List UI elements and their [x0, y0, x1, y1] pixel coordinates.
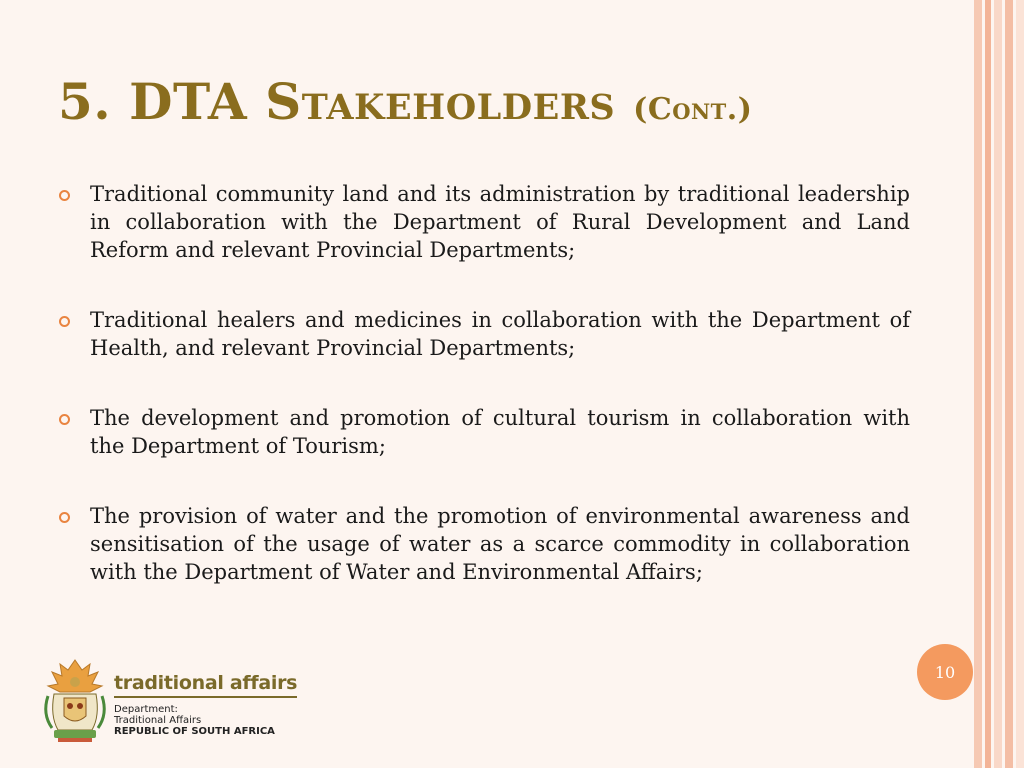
brand-line-republic: REPUBLIC OF SOUTH AFRICA	[114, 726, 275, 737]
bullet-item	[58, 180, 910, 264]
stripe	[985, 0, 991, 768]
stripe	[1005, 0, 1013, 768]
decorative-stripes	[974, 0, 1024, 768]
stripe	[974, 0, 982, 768]
bullet-item	[58, 404, 910, 460]
brand-name: traditional affairs	[114, 672, 297, 698]
bullet-icon	[59, 414, 70, 425]
page-number: 10	[934, 662, 956, 682]
bullet-list	[58, 180, 910, 628]
coat-of-arms-icon	[40, 656, 110, 746]
bullet-text: The provision of water and the promotion of environmental awareness and sensitisation of the usage of water as a scarce commodity in collaboration with the Department of Water and Environmental Affairs;	[90, 504, 910, 584]
brand-line-department: Department:	[114, 704, 178, 715]
bullet-icon	[59, 190, 70, 201]
stripe	[1016, 0, 1024, 768]
bullet-text: Traditional community land and its administration by traditional leadership in collaboration with the Department of Rural Development and Land Reform and relevant Provincial Departments;	[90, 182, 910, 262]
slide-title-main: 5. DTA Stakeholders	[58, 72, 616, 131]
footer-brand	[114, 672, 297, 737]
bullet-text: The development and promotion of cultural tourism in collaboration with the Department of Tourism;	[90, 406, 910, 458]
brand-line-traditional-affairs: Traditional Affairs	[114, 715, 202, 726]
bullet-item	[58, 502, 910, 586]
page-number-badge	[917, 644, 973, 700]
bullet-icon	[59, 512, 70, 523]
bullet-icon	[59, 316, 70, 327]
stripe	[994, 0, 1002, 768]
slide-title	[58, 72, 752, 131]
slide-title-suffix: (Cont.)	[633, 92, 753, 127]
bullet-text: Traditional healers and medicines in collaboration with the Department of Health, and relevant Provincial Departments;	[90, 308, 910, 360]
bullet-item	[58, 306, 910, 362]
